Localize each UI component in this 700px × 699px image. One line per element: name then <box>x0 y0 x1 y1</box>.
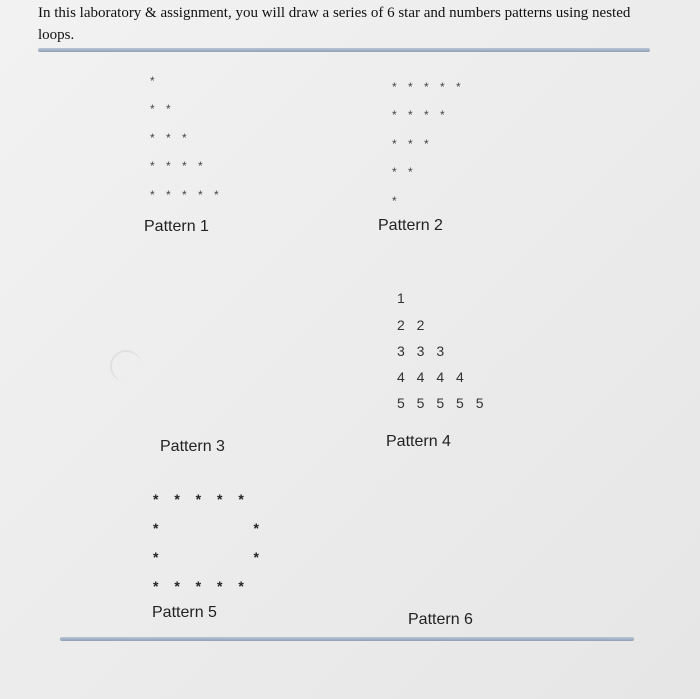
pattern-6-caption: Pattern 6 <box>408 611 473 628</box>
pattern-1-line: * * * * * <box>150 188 223 202</box>
pattern-1-line: * * * <box>150 131 191 145</box>
pattern-5-caption: Pattern 5 <box>152 604 217 621</box>
pattern-1-caption: Pattern 1 <box>144 218 209 235</box>
pattern-4-line: 5 5 5 5 5 <box>397 395 488 411</box>
pattern-1-line: * <box>150 74 159 88</box>
pattern-2-line: * * <box>392 165 417 179</box>
top-divider <box>38 48 650 52</box>
pattern-2-caption: Pattern 2 <box>378 217 443 234</box>
pattern-2-line: * * * * * <box>392 80 465 94</box>
pattern-5-line: * * <box>153 549 265 565</box>
pattern-5-line: * * <box>153 520 265 536</box>
pattern-5-line: * * * * * <box>153 578 250 594</box>
pattern-4-line: 4 4 4 4 <box>397 369 468 385</box>
intro-text: In this laboratory & assignment, you will draw a series of 6 star and numbers patterns using nested loops. <box>38 5 631 43</box>
pattern-3-caption: Pattern 3 <box>160 438 225 455</box>
pattern-4-line: 1 <box>397 290 409 306</box>
pattern-5-line: * * * * * <box>153 491 250 507</box>
pattern-2-line: * * * <box>392 137 433 151</box>
pattern-2-line: * <box>392 194 401 208</box>
pattern-4-line: 2 2 <box>397 317 429 333</box>
pattern-4-caption: Pattern 4 <box>386 433 451 450</box>
pattern-2-line: * * * * <box>392 108 449 122</box>
pattern-4-line: 3 3 3 <box>397 343 449 359</box>
bottom-divider <box>60 637 634 641</box>
pattern-1-line: * * <box>150 102 175 116</box>
screen-smudge <box>110 350 142 382</box>
pattern-1-line: * * * * <box>150 159 207 173</box>
